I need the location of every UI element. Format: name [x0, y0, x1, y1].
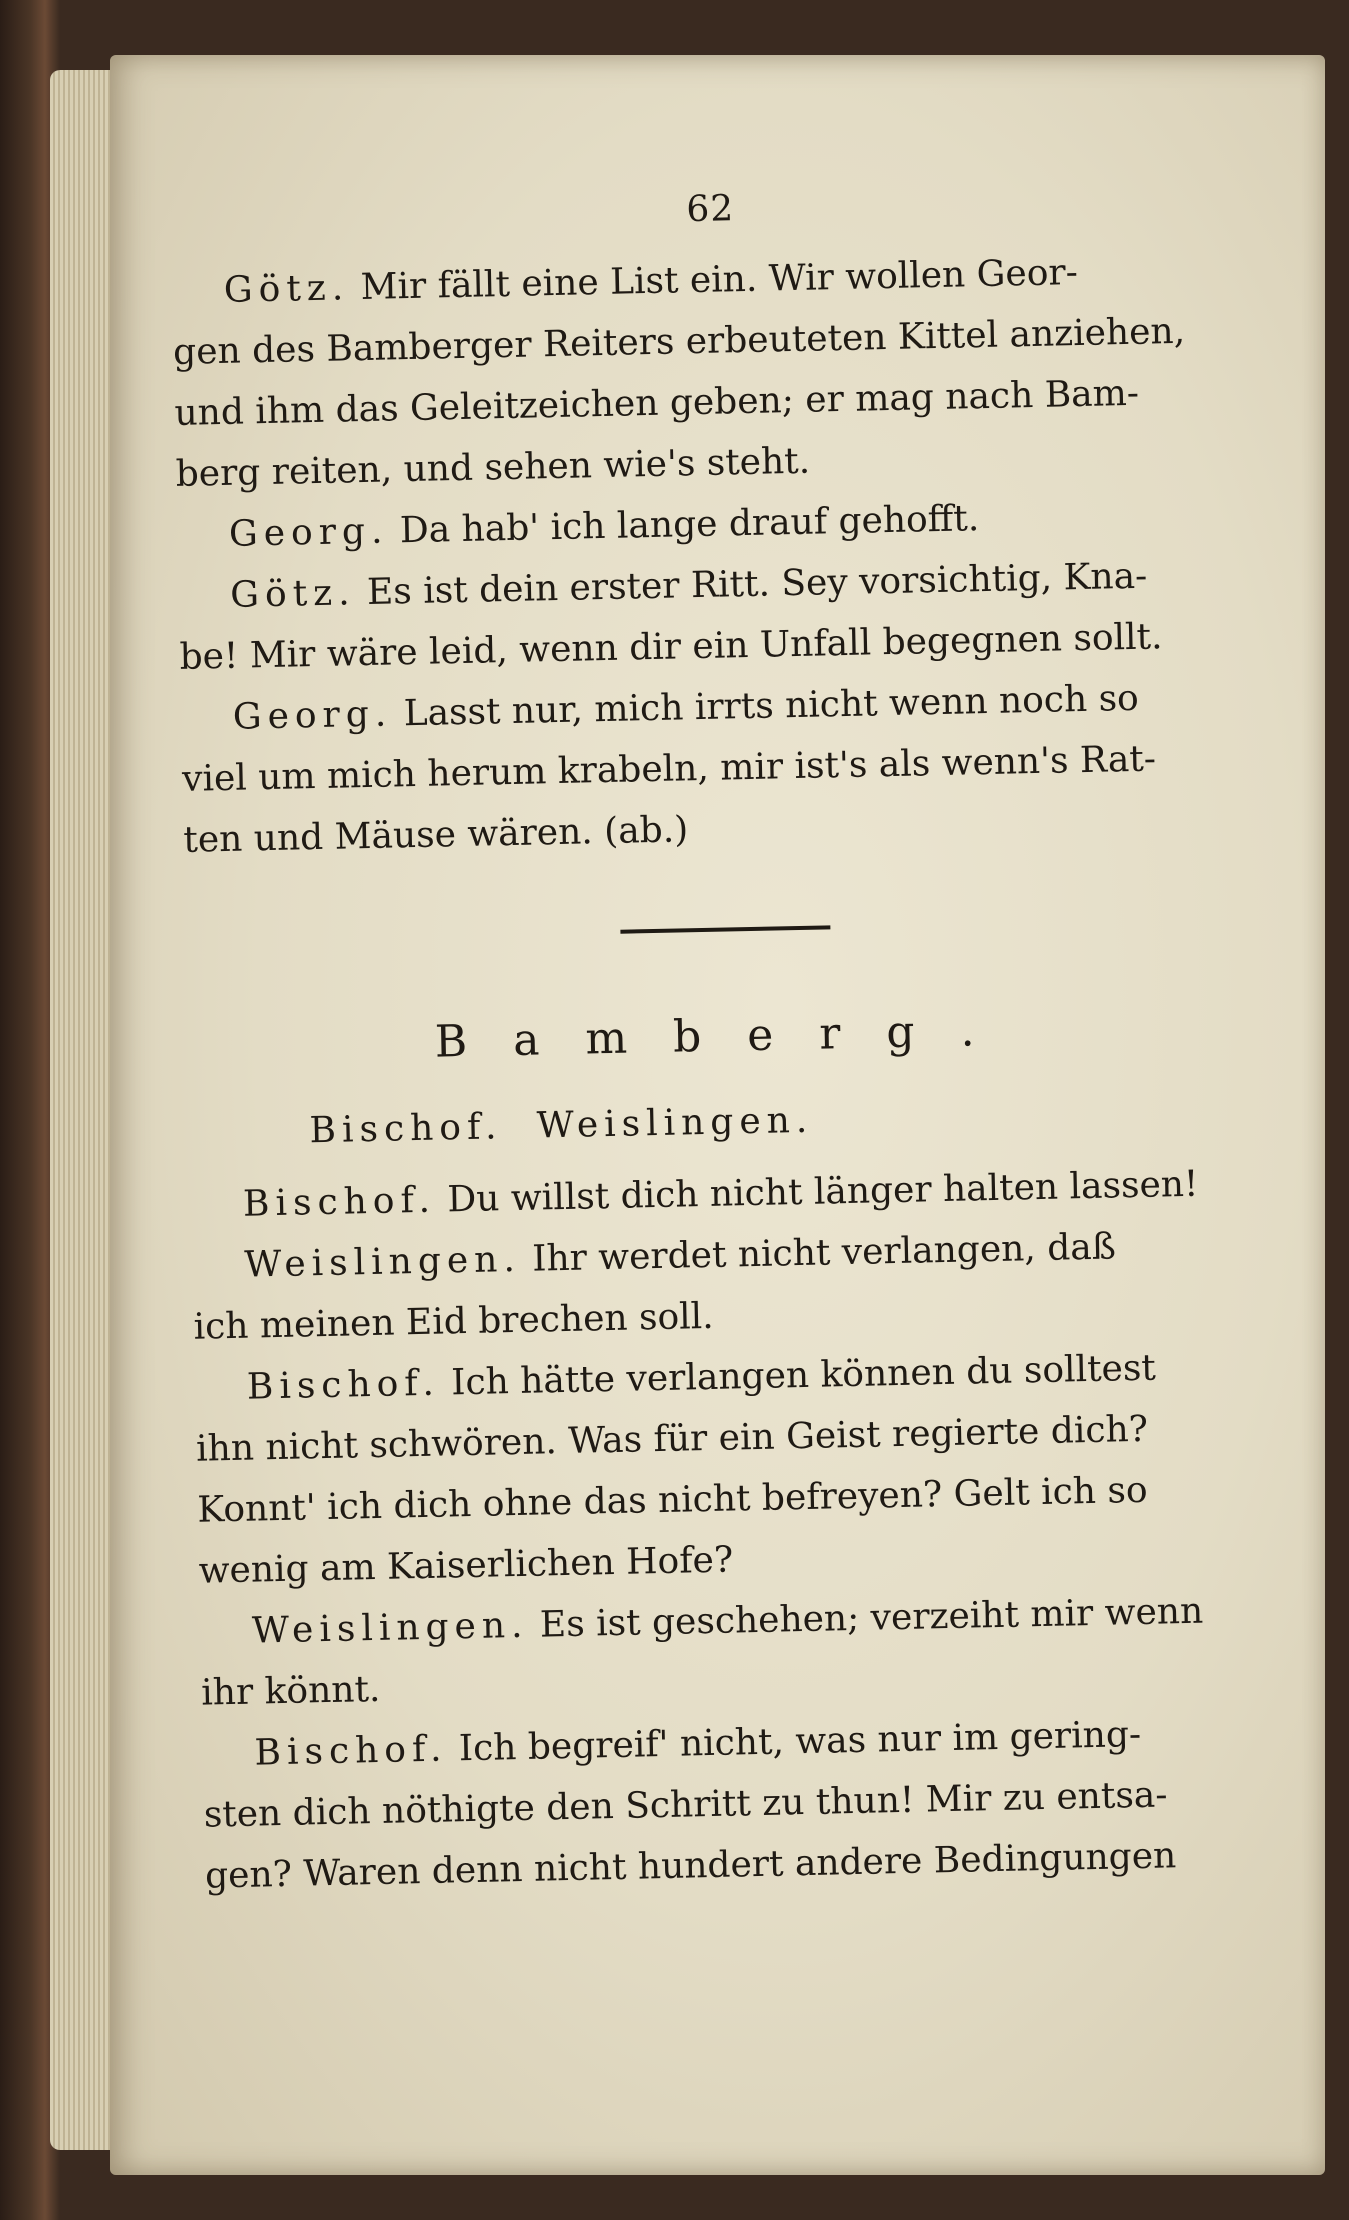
speaker-name: Georg. — [232, 693, 393, 738]
speaker-name: Bischof. — [254, 1728, 448, 1774]
line-text: und ihm das Geleitzeichen geben; er mag nach Bam- — [174, 372, 1140, 434]
speaker-name: Götz. — [229, 572, 357, 616]
line-text: Da hab' ich lange drauf gehofft. — [399, 498, 980, 552]
line-text: ihn nicht schwören. Was für ein Geist regierte dich? — [195, 1408, 1149, 1470]
cast-list — [189, 1078, 1270, 1167]
line-text: gen des Bamberger Reiters erbeuteten Kittel anziehen, — [172, 310, 1186, 373]
line-text: ihr könnt. — [200, 1668, 381, 1714]
line-text: Mir fällt eine List ein. Wir wollen Geor- — [360, 252, 1079, 309]
line-text: ich meinen Eid brechen soll. — [193, 1295, 715, 1348]
scene-heading: Bamberg. — [434, 1004, 1021, 1068]
line-text: berg reiten, und sehen wie's steht. — [175, 440, 811, 495]
line-text: Du willst dich nicht länger halten lassen! — [446, 1163, 1199, 1221]
scene-one — [171, 238, 1264, 870]
line-text: Lasst nur, mich irrts nicht wenn noch so — [403, 677, 1140, 735]
speaker-name: Götz. — [223, 267, 350, 311]
line-text: Ich hätte verlangen können du solltest — [450, 1347, 1157, 1404]
speaker-name: Georg. — [228, 510, 389, 555]
speaker-name: Weislingen. — [251, 1604, 529, 1652]
line-text: viel um mich herum krabeln, mir ist's als wenn's Rat- — [181, 738, 1157, 800]
line-text: wenig am Kaiserlichen Hofe? — [198, 1539, 734, 1592]
speaker-name: Weislingen. — [243, 1238, 522, 1286]
line-text: ten und Mäuse wären. (ab.) — [182, 809, 689, 861]
line-text: Ihr werdet nicht verlangen, daß — [531, 1226, 1117, 1280]
speaker-name: Bischof. — [242, 1179, 437, 1225]
cast-member: Weislingen. — [536, 1099, 814, 1147]
line-text: sten dich nöthigte den Schritt zu thun! Mir zu entsa- — [203, 1774, 1168, 1836]
page-number: 62 — [685, 188, 735, 231]
line-text: Es ist geschehen; verzeiht mir wenn — [539, 1590, 1204, 1646]
line-text: gen? Waren denn nicht hundert andere Bedingungen — [204, 1835, 1177, 1897]
page-text — [170, 177, 1286, 1906]
scene-two — [190, 1152, 1285, 1906]
cast-member: Bischof. — [309, 1106, 503, 1152]
speaker-name: Bischof. — [246, 1362, 441, 1408]
scene-divider — [620, 925, 830, 933]
line-text: Es ist dein erster Ritt. Sey vorsichtig, Kna- — [366, 555, 1148, 613]
line-text: Ich begreif' nicht, was nur im gering- — [458, 1714, 1142, 1770]
line-text: be! Mir wäre leid, wenn dir ein Unfall begegnen sollt. — [179, 616, 1163, 678]
line-text: Konnt' ich dich ohne das nicht befreyen? Gelt ich so — [197, 1469, 1148, 1531]
